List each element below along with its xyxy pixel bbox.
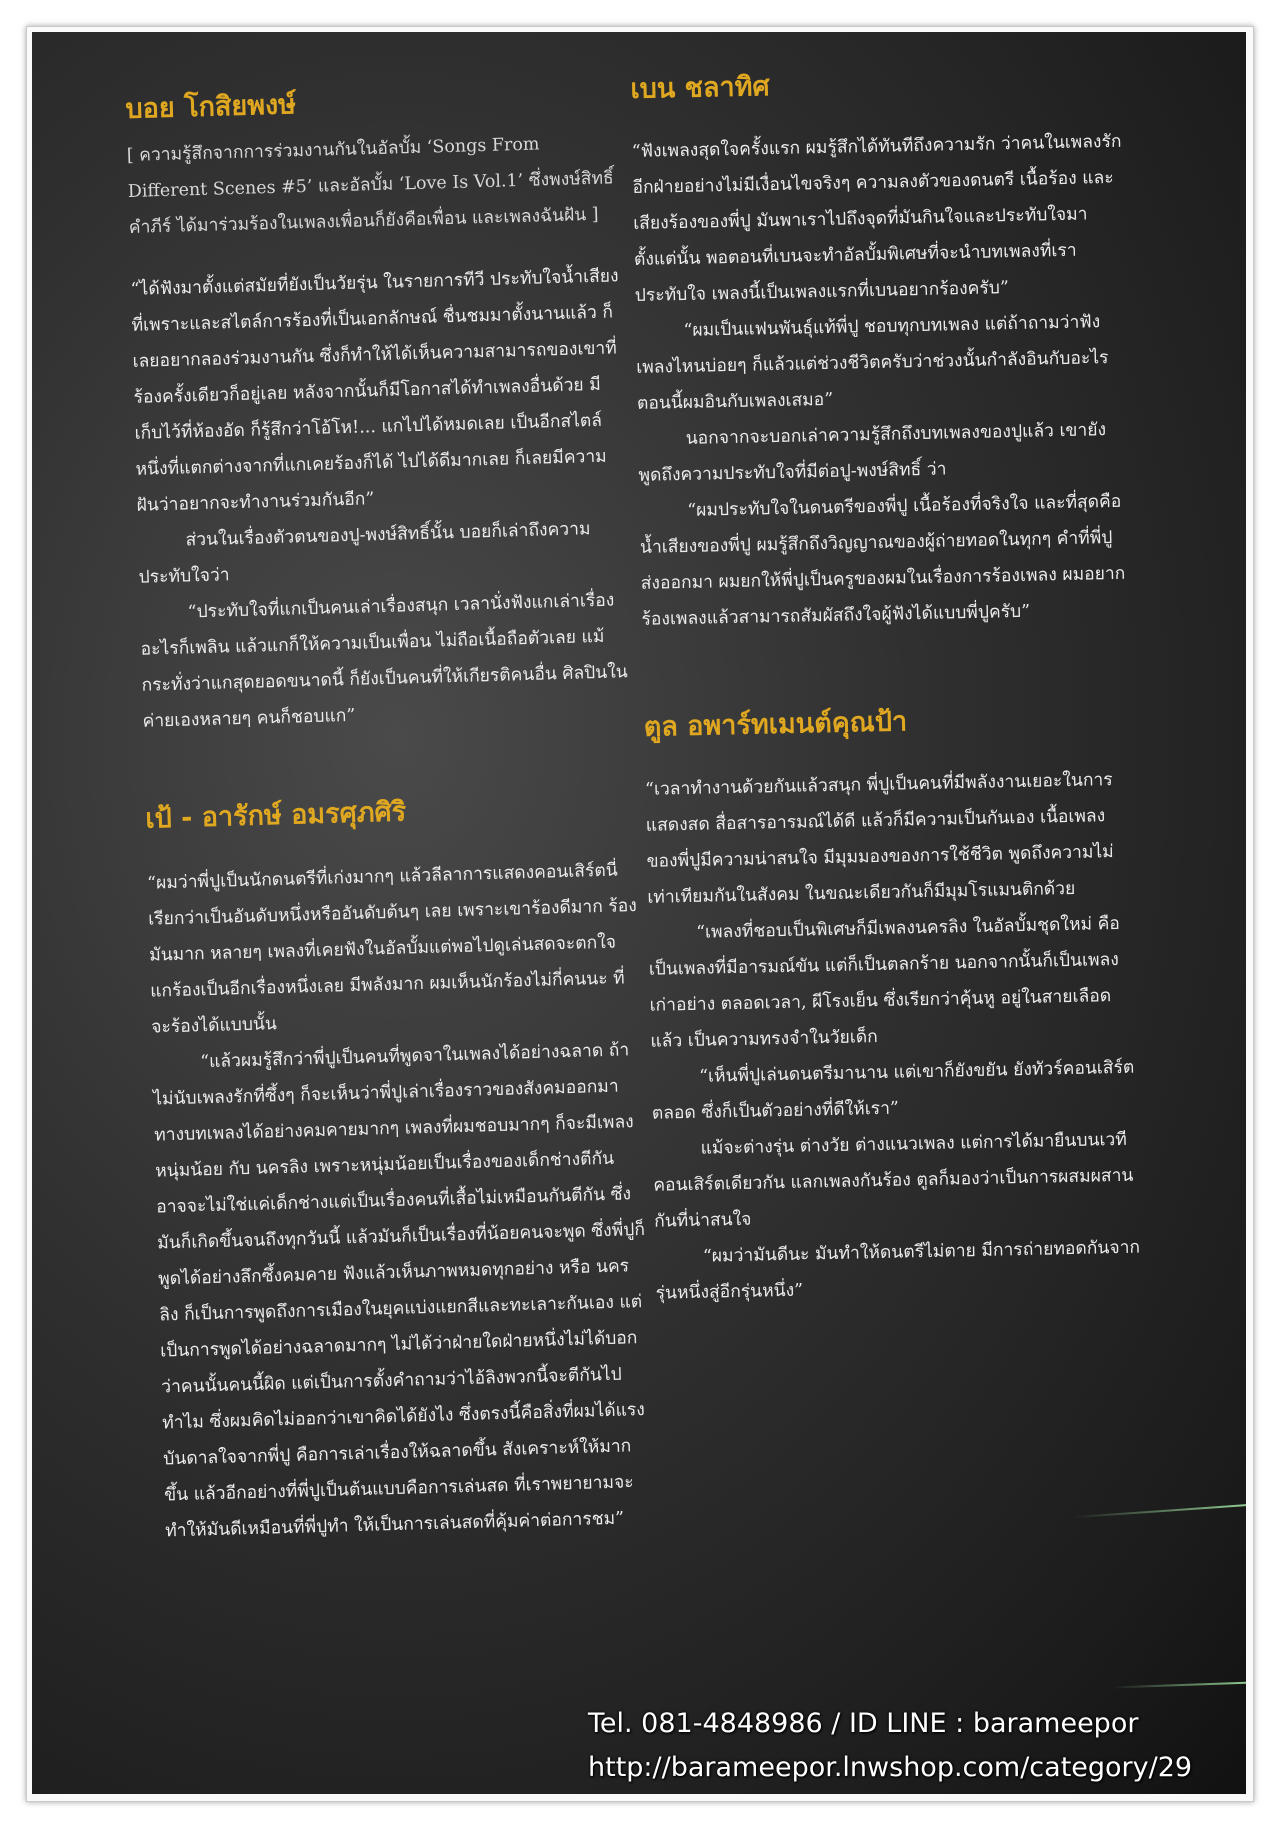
quote-paragraph: “เวลาทำงานด้วยกันแล้วสนุก พี่ปูเป็นคนที่มีพลังงานเยอะในการแสดงสด สื่อสารอารมณ์ได้ดี แล้วก็มีความเป็นกันเอง เนื้อเพลงของพี่ปูมีความน่าสนใจ มีมุมมองของการใช้ชีวิต พูดถึงความไม่เท่าเทียมกันในสังคม ในขณะเดียวกันก็มีมุมโรแมนติกด้วย <box>644 770 1114 908</box>
watermark-url: http://barameepor.lnwshop.com/category/29 <box>588 1752 1193 1783</box>
section-intro: [ ความรู้สึกจากการร่วมงานกันในอัลบั้ม ‘Songs From Different Scenes #5’ และอัลบั้ม ‘Love Is Vol.1’ ซึ่งพงษ์สิทธิ์ คำภีร์ ได้มาร่วมร้องในเพลงเพื่อนก็ยังคือเพื่อน และเพลงฉันฝัน ] <box>126 134 614 238</box>
quote-paragraph: “ผมเป็นแฟนพันธุ์แท้พี่ปู ชอบทุกบทเพลง แต่ถ้าถามว่าฟังเพลงไหนบ่อยๆ ก็แล้วแต่ช่วงชีวิตครับว่าช่วงนั้นกำลังอินกับอะไร ตอนนี้ผมอินกับเพลงเสมอ” <box>636 312 1109 414</box>
body-paragraph: ส่วนในเรื่องตัวตนของปู-พงษ์สิทธิ์นั้น บอยก็เล่าถึงความประทับใจว่า <box>138 519 591 588</box>
section-tul <box>643 698 1146 1312</box>
quote-paragraph: “ผมประทับใจในดนตรีของพี่ปู เนื้อร้องที่จริงใจ และที่สุดคือน้ำเสียงของพี่ปู ผมรู้สึกถึงวิญญาณของผู้ถ่ายทอดในทุกๆ คำที่พี่ปูส่งออกมา ผมยกให้พี่ปูเป็นครูของผมในเรื่องการร้องเพลง ผมอยากร้องเพลงแล้วสามารถสัมผัสถึงใจผู้ฟังได้แบบพี่ปูครับ” <box>639 491 1126 630</box>
watermark-contact: Tel. 081-4848986 / ID LINE : barameepor <box>588 1708 1139 1739</box>
quote-paragraph: “เพลงที่ชอบเป็นพิเศษก็มีเพลงนครลิง ในอัลบั้มชุดใหม่ คือเป็นเพลงที่มีอารมณ์ขัน แต่ก็เป็นตลกร้าย นอกจากนั้นก็เป็นเพลงเก่าอย่าง ตลอดเวลา, ผีโรงเย็น ซึ่งเรียกว่าคุ้นหู อยู่ในสายเลือดแล้ว เป็นความทรงจำในวัยเด็ก <box>648 913 1121 1052</box>
section-heading: เป้ - อารักษ์ อมรศุภศิริ <box>144 796 407 835</box>
section-heading: เบน ชลาทิศ <box>630 71 770 105</box>
left-column <box>125 76 657 1609</box>
section-ben <box>630 60 1132 638</box>
section-pae <box>145 786 656 1549</box>
light-streak <box>1072 1504 1246 1519</box>
right-column <box>630 60 1147 1372</box>
quote-paragraph: “ประทับใจที่แกเป็นคนเล่าเรื่องสนุก เวลานั่งฟังแกเล่าเรื่องอะไรก็เพลิน แล้วแกก็ให้ความเป็นเพื่อน ไม่ถือเนื้อถือตัวเลย แม้กระทั่งว่าแกสุดยอดขนาดนี้ ก็ยังเป็นคนที่ให้เกียรติคนอื่น ศิลปินในค่ายเองหลายๆ คนก็ชอบแก” <box>140 590 629 732</box>
body-paragraph: นอกจากจะบอกเล่าความรู้สึกถึงบทเพลงของปูแล้ว เขายังพูดถึงความประทับใจที่มีต่อปู-พงษ์สิทธิ์ ว่า <box>638 420 1107 486</box>
quote-paragraph: “แล้วผมรู้สึกว่าพี่ปูเป็นคนที่พูดจาในเพลงได้อย่างฉลาด ถ้าไม่นับเพลงรักที่ซึ้งๆ ก็จะเห็นว่าพี่ปูเล่าเรื่องราวของสังคมออกมาทางบทเพลงได้อย่างคมคายมากๆ เพลงที่ผมชอบมากๆ ก็จะมีเพลงหนุ่มน้อย กับ นครลิง เพราะหนุ่มน้อยเป็นเรื่องของเด็กช่างตีกัน อาจจะไม่ใช่แค่เด็กช่างแต่เป็นเรื่องคนที่เสื้อไม่เหมือนกันตีกัน ซึ่งมันก็เกิดขึ้นจนถึงทุกวันนี้ แล้วมันก็เป็นเรื่องที่น้อยคนจะพูด ซึ่งพี่ปูก็พูดได้อย่างลึกซึ้งคมคาย ฟังแล้วเห็นภาพหมดทุกอย่าง หรือ นครลิง ก็เป็นการพูดถึงการเมืองในยุคแบ่งแยกสีและทะเลาะกันเอง แต่เป็นการพูดได้อย่างฉลาดมากๆ ไม่ได้ว่าฝ่ายใดฝ่ายหนึ่งไม่ได้บอกว่าคนนั้นคนนี้ผิด แต่เป็นการตั้งคำถามว่าไอ้ลิงพวกนี้จะตีกันไปทำไม ซึ่งผมคิดไม่ออกว่าเขาคิดได้ยังไง ซึ่งตรงนี้คือสิ่งที่ผมได้แรงบันดาลใจจากพี่ปู คือการเล่าเรื่องให้ฉลาดขึ้น สังเคราะห์ให้มากขึ้น แล้วอีกอย่างที่พี่ปูเป็นต้นแบบคือการเล่นสด ที่เราพยายามจะทำให้มันดีเหมือนที่พี่ปูทำ ให้เป็นการเล่นสดที่คุ้มค่าต่อการชม” <box>152 1040 646 1542</box>
body-paragraph: แม้จะต่างรุ่น ต่างวัย ต่างแนวเพลง แต่การได้มายืนบนเวทีคอนเสิร์ตเดียวกัน แลกเพลงกันร้อง ตูลก็มองว่าเป็นการผสมผสานกันที่น่าสนใจ <box>653 1129 1134 1232</box>
quote-paragraph: “ผมว่าพี่ปูเป็นนักดนตรีที่เก่งมากๆ แล้วลีลาการแสดงคอนเสิร์ตนี่เรียกว่าเป็นอันดับหนึ่งหรืออันดับต้นๆ เลย เพราะเขาร้องดีมาก ร้องมันมาก หลายๆ เพลงที่เคยฟังในอัลบั้มแต่พอไปดูเล่นสดจะตกใจ แกร้องเป็นอีกเรื่องหนึ่งเลย มีพลังมาก ผมเห็นนักร้องไม่กี่คนนะ ที่จะร้องได้แบบนั้น <box>146 860 638 1038</box>
section-boy <box>125 76 633 739</box>
section-heading: บอย โกสิยพงษ์ <box>125 89 297 125</box>
quote-paragraph: “ได้ฟังมาตั้งแต่สมัยที่ยังเป็นวัยรุ่น ในรายการทีวี ประทับใจน้ำเสียงที่เพราะและสไตล์การร้องที่เป็นเอกลักษณ์ ชื่นชมมาตั้งนานแล้ว ก็เลยอยากลองร่วมงานกัน ซึ่งก็ทำให้ได้เห็นความสามารถของเขาที่ร้องครั้งเดียวก็อยู่เลย หลังจากนั้นก็มีโอกาสได้ทำเพลงอื่นด้วย มีเก็บไว้ที่ห้องอัด ก็รู้สึกว่าโอ้โห!... แกไปได้หมดเลย เป็นอีกสไตล์หนึ่งที่แตกต่างจากที่แกเคยร้องก็ได้ ไปได้ดีมากเลย ก็เลยมีความฝันว่าอยากจะทำงานร่วมกันอีก” <box>130 266 619 516</box>
light-streak <box>1112 1682 1246 1689</box>
quote-paragraph: “เห็นพี่ปูเล่นดนตรีมานาน แต่เขาก็ยังขยัน ยังทัวร์คอนเสิร์ตตลอด ซึ่งก็เป็นตัวอย่างที่ดีให้เรา” <box>651 1057 1135 1124</box>
quote-paragraph: “ฟังเพลงสุดใจครั้งแรก ผมรู้สึกได้ทันทีถึงความรัก ว่าคนในเพลงรักอีกฝ่ายอย่างไม่มีเงื่อนไขจริงๆ ความลงตัวของดนตรี เนื้อร้อง และเสียงร้องของพี่ปู มันพาเราไปถึงจุดที่มันกินใจและประทับใจมาตั้งแต่นั้น พอตอนที่เบนจะทำอัลบั้มพิเศษที่จะนำบทเพลงที่เราประทับใจ เพลงนี้เป็นเพลงแรกที่เบนอยากร้องครับ” <box>631 131 1122 306</box>
quote-paragraph: “ผมว่ามันดีนะ มันทำให้ดนตรีไม่ตาย มีการถ่ายทอดกันจากรุ่นหนึ่งสู่อีกรุ่นหนึ่ง” <box>655 1237 1141 1304</box>
section-heading: ตูล อพาร์ทเมนต์คุณป้า <box>643 706 908 743</box>
